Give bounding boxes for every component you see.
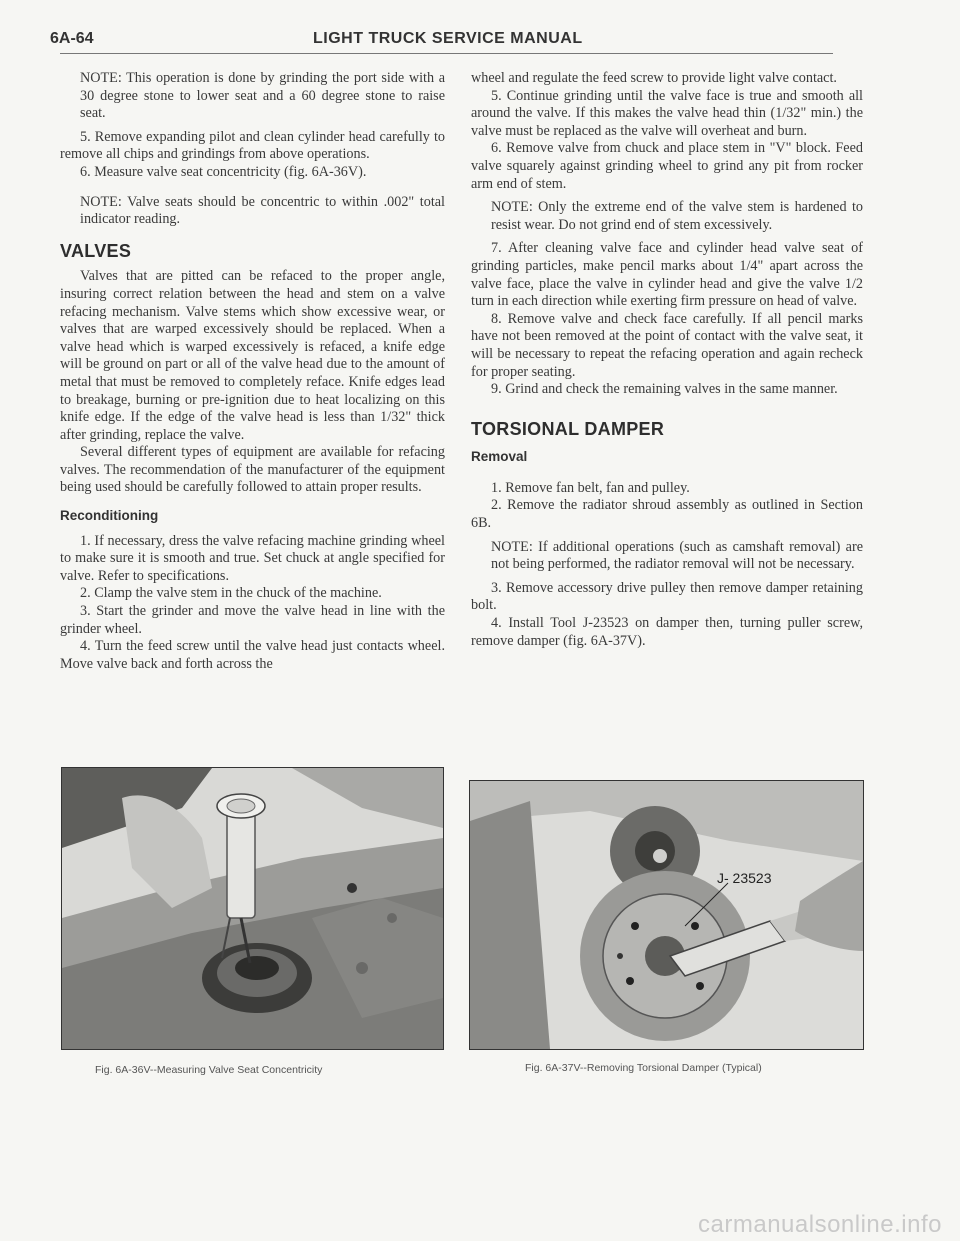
damper-step-3: 3. Remove accessory drive pulley then remove damper retaining bolt.	[471, 579, 863, 614]
recon-step-1: 1. If necessary, dress the valve refacing machine grinding wheel to make sure it is smooth and true. Set chuck at angle specified for valve. Refer to specifications.	[60, 532, 445, 584]
recon-step-2: 2. Clamp the valve stem in the chuck of the machine.	[80, 585, 382, 602]
subheading-reconditioning: Reconditioning	[60, 508, 159, 524]
recon-step-7: 7. After cleaning valve face and cylinder head valve seat of grinding particles, make pencil marks about 1/4" apart across the valve face, place the valve in cylinder head and give the valve 1/2 turn in each direction while exerting firm pressure on head of valve.	[471, 240, 863, 310]
tool-label-j23523: J- 23523	[717, 870, 772, 886]
recon-step-6: 6. Remove valve from chuck and place stem in "V" block. Feed valve squarely against grinding wheel to grind any pit from rocker arm end of stem.	[471, 140, 863, 192]
valves-paragraph-1: Valves that are pitted can be refaced to the proper angle, insuring correct relation between the head and stem on a valve refacing mechanism. Valve stems which show excessive wear, or valves that are warped excessively should be replaced. When a valve head which is warped excessively is refaced, a knife edge will be ground on part or all of the valve head due to the amount of metal that must be removed to completely reface. Knife edges lead to breakage, burning or pre-ignition due to heat localizing on this knife edge. If the edge of the valve head is less than 1/32" thick after grinding, replace the valve.	[60, 268, 445, 443]
recon-step-4: 4. Turn the feed screw until the valve head just contacts wheel. Move valve back and forth across the	[60, 638, 445, 672]
subheading-removal: Removal	[471, 449, 528, 465]
recon-step-3: 3. Start the grinder and move the valve head in line with the grinder wheel.	[60, 603, 445, 637]
note-port-side: NOTE: This operation is done by grinding the port side with a 30 degree stone to lower seat and a 60 degree stone to raise seat.	[80, 70, 445, 122]
torsional-damper-illustration	[470, 781, 863, 1049]
note-radiator-removal: NOTE: If additional operations (such as camshaft removal) are not being performed, the radiator removal will not be necessary.	[491, 538, 863, 573]
figure-valve-seat-gauge	[61, 767, 444, 1050]
recon-step-5: 5. Continue grinding until the valve face is true and smooth all around the valve. If this makes the valve head thin (1/32" min.) the valve must be replaced as the valve will overheat and burn.	[471, 87, 863, 139]
step-6-measure-concentricity: 6. Measure valve seat concentricity (fig. 6A-36V).	[80, 163, 367, 180]
section-heading-valves: VALVES	[60, 240, 132, 261]
recon-step-9: 9. Grind and check the remaining valves in the same manner.	[491, 381, 838, 398]
note-concentric: NOTE: Valve seats should be concentric to within .002" total indicator reading.	[80, 193, 445, 228]
recon-step-8: 8. Remove valve and check face carefully. If all pencil marks have not been removed at the point of contact with the valve seat, it will be necessary to repeat the refacing operation and again recheck for proper seating.	[471, 310, 863, 380]
note-stem-hardened: NOTE: Only the extreme end of the valve stem is hardened to resist wear. Do not grind end of stem excessively.	[491, 199, 863, 233]
watermark-text: carmanualsonline.info	[698, 1211, 942, 1238]
left-column	[60, 70, 445, 673]
section-heading-torsional-damper: TORSIONAL DAMPER	[471, 418, 665, 439]
damper-step-2: 2. Remove the radiator shroud assembly as outlined in Section 6B.	[471, 497, 863, 532]
recon-step-4-continued: wheel and regulate the feed screw to provide light valve contact.	[471, 70, 837, 86]
valve-seat-gauge-illustration	[62, 768, 443, 1049]
figure-caption-right: Fig. 6A-37V--Removing Torsional Damper (Typical)	[525, 1062, 762, 1074]
valves-paragraph-2: Several different types of equipment are available for refacing valves. The recommendation of the manufacturer of the equipment being used should be carefully followed to attain proper results.	[60, 444, 445, 496]
header-rule	[60, 53, 833, 54]
figure-torsional-damper	[469, 780, 864, 1050]
damper-step-1: 1. Remove fan belt, fan and pulley.	[491, 479, 690, 496]
step-5-remove-pilot: 5. Remove expanding pilot and clean cylinder head carefully to remove all chips and grindings from above operations.	[60, 128, 445, 163]
figure-caption-left: Fig. 6A-36V--Measuring Valve Seat Concentricity	[95, 1064, 323, 1076]
damper-step-4: 4. Install Tool J-23523 on damper then, turning puller screw, remove damper (fig. 6A-37V).	[471, 615, 863, 649]
manual-title: LIGHT TRUCK SERVICE MANUAL	[313, 30, 583, 47]
right-column	[471, 70, 863, 650]
page-number: 6A-64	[50, 30, 94, 47]
